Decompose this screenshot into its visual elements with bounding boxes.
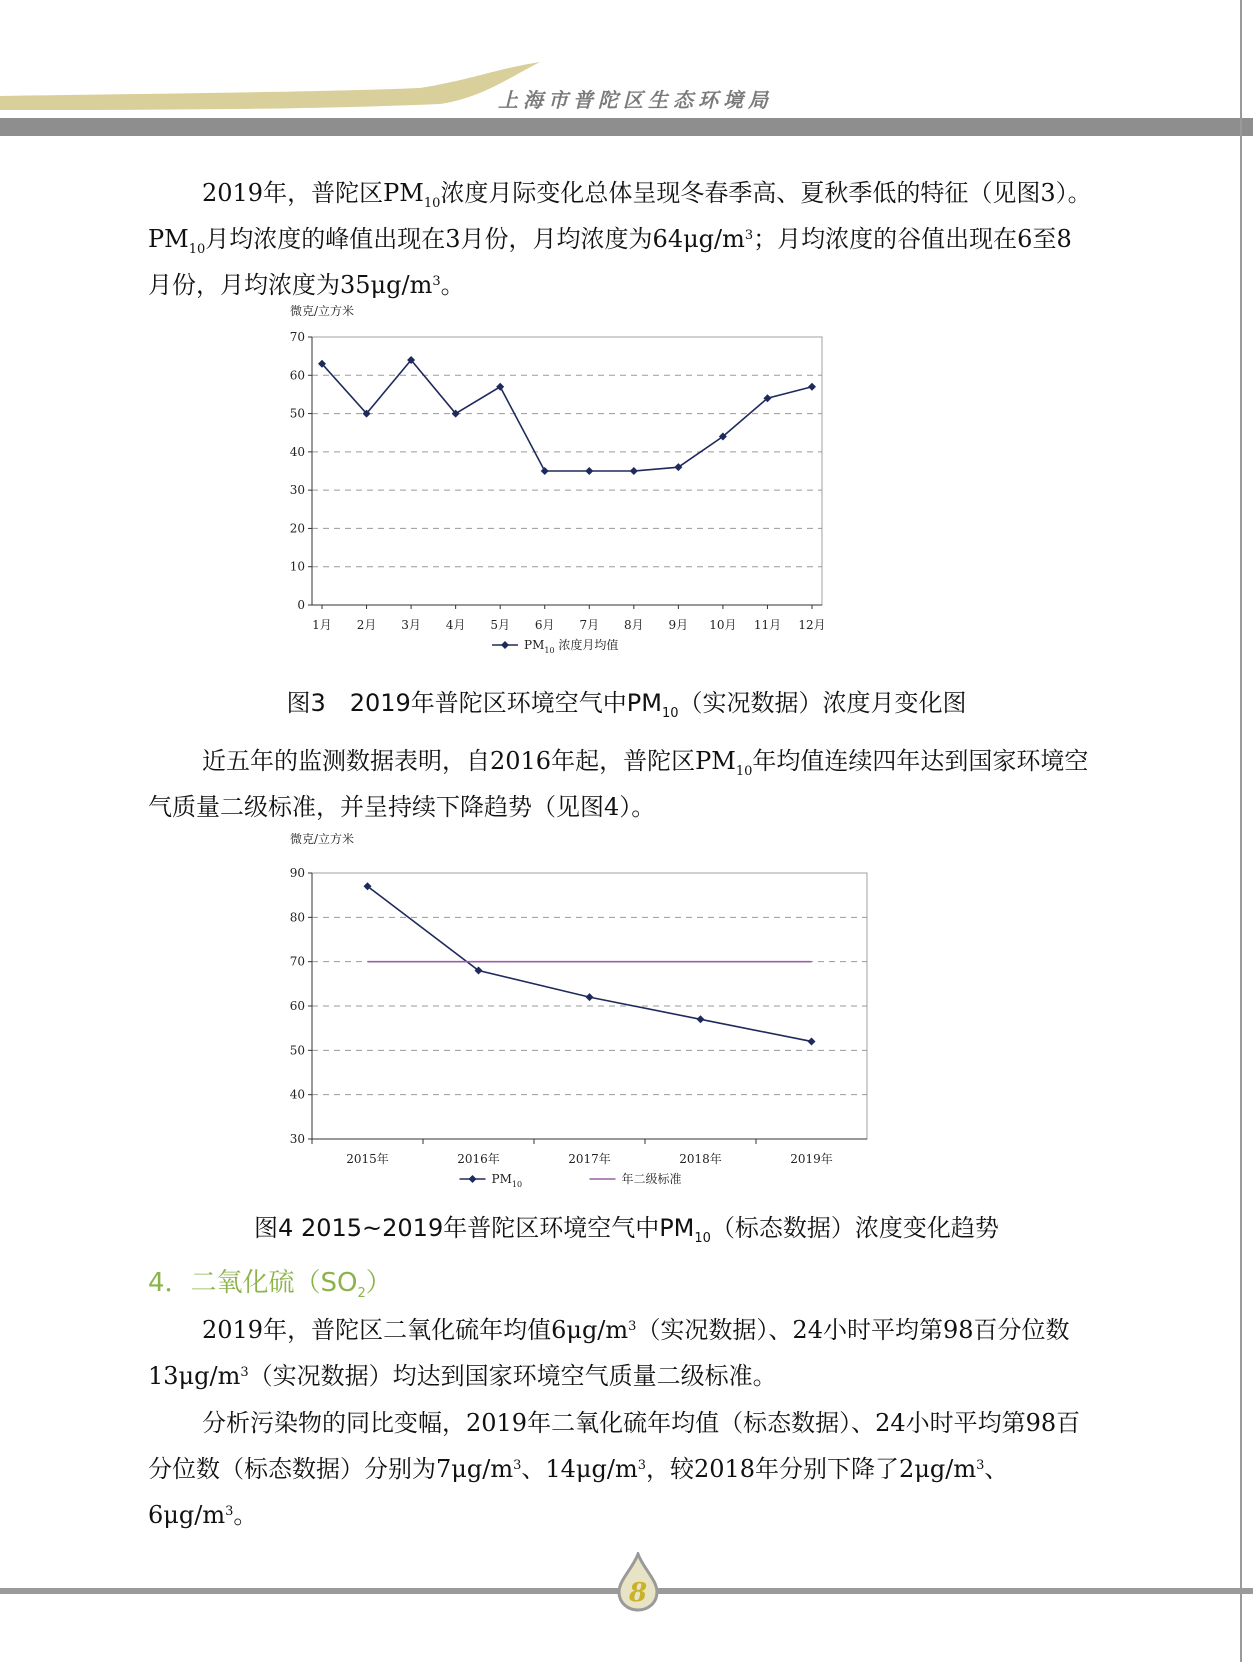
data-point: [697, 1015, 705, 1023]
paragraph-pm10-monthly: 2019年，普陀区$PM_{10}$浓度月际变化总体呈现冬春季高、夏秋季低的特征（见图3）。$PM_{10}$月均浓度的峰值出现在3月份，月均浓度为$64\mu g/m^3$；月均浓度的谷值出现在6至8月份，月均浓度为$35\mu g/m^3$。: [148, 179, 1092, 299]
paragraph-so2-annual: 2019年，普陀区二氧化硫年均值$6\mu g/m^3$（实况数据）、24小时平均第98百分位数$13\mu g/m^3$（实况数据）均达到国家环境空气质量二级标准。: [148, 1316, 1070, 1390]
x-tick-label: 4月: [445, 618, 466, 632]
data-point: [586, 993, 594, 1001]
y-tick-label: 60: [289, 999, 305, 1013]
x-tick-label: 1月: [312, 618, 332, 632]
x-tick-label: 12月: [798, 618, 826, 632]
header-swoosh-decoration: [0, 50, 560, 120]
x-tick-label: 3月: [401, 618, 421, 632]
y-tick-label: 30: [289, 483, 305, 498]
y-tick-label: 50: [289, 1043, 305, 1058]
section-heading-so2: 4．二氧化硫$(SO_2)$: [148, 1268, 392, 1301]
legend-marker: [469, 1175, 477, 1183]
y-tick-label: 70: [289, 330, 305, 344]
figure-4-chart: [280, 833, 900, 1203]
figure-3-caption: 图3 2019年普陀区环境空气中$PM_{10}$（实况数据）浓度月变化图: [286, 689, 967, 721]
figure-4-caption: 图4 2015~2019年普陀区环境空气中$PM_{10}$（标态数据）浓度变化趋势: [254, 1214, 999, 1246]
data-point: [808, 383, 816, 391]
y-tick-label: 40: [289, 444, 305, 459]
data-point: [585, 467, 593, 475]
data-point: [541, 467, 549, 475]
x-tick-label: 7月: [579, 618, 600, 632]
x-tick-label: 10月: [709, 618, 737, 632]
x-tick-label: 2019年: [790, 1152, 833, 1166]
x-tick-label: 11月: [753, 618, 782, 632]
y-axis-unit-label: 微克/立方米: [290, 305, 355, 318]
x-tick-label: 2016年: [457, 1152, 500, 1166]
page-number-badge: [615, 1552, 661, 1612]
y-axis-unit-label: 微克/立方米: [290, 833, 355, 846]
paragraph-so2-change: 分析污染物的同比变幅，2019年二氧化硫年均值（标态数据）、24小时平均第98百分位数（标态数据）分别为$7\mu g/m^3$、$14\mu g/m^3$，较2018年分别下降了$2\mu g/m^3$、$6\mu g/m^3$。: [148, 1409, 1081, 1529]
y-tick-label: 30: [289, 1132, 305, 1146]
y-tick-label: 60: [289, 368, 305, 383]
x-tick-label: 9月: [668, 618, 689, 632]
paragraph-pm10-trend: 近五年的监测数据表明，自2016年起，普陀区$PM_{10}$年均值连续四年达到国家环境空气质量二级标准，并呈持续下降趋势（见图4）。: [148, 747, 1089, 821]
data-point: [808, 1037, 816, 1045]
series-line: [322, 360, 812, 471]
header-bar: [0, 118, 1253, 136]
legend-label: 年二级标准: [621, 1172, 682, 1186]
legend-label: $PM_{10}$: [491, 1172, 523, 1189]
y-tick-label: 10: [289, 559, 305, 574]
page-number: 8: [628, 1578, 648, 1608]
x-tick-label: 2018年: [679, 1152, 722, 1166]
y-tick-label: 90: [289, 866, 305, 880]
figure-3-chart: [280, 305, 900, 665]
legend-label: $PM_{10}$ 浓度月均值: [524, 638, 619, 655]
x-tick-label: 2015年: [346, 1152, 389, 1166]
x-tick-label: 5月: [490, 618, 511, 632]
y-tick-label: 20: [289, 521, 305, 536]
x-tick-label: 6月: [534, 618, 555, 632]
data-point: [630, 467, 638, 475]
x-tick-label: 2月: [356, 618, 377, 632]
page-edge-rule: [1240, 0, 1242, 1662]
y-tick-label: 70: [289, 954, 305, 969]
y-tick-label: 0: [297, 598, 305, 612]
header-title: 上海市普陀区生态环境局: [498, 88, 773, 112]
series-line: [368, 886, 812, 1041]
x-tick-label: 2017年: [568, 1152, 611, 1166]
y-tick-label: 50: [289, 406, 305, 421]
legend-marker: [501, 641, 509, 649]
x-tick-label: 8月: [623, 618, 644, 632]
y-tick-label: 40: [289, 1087, 305, 1102]
data-point: [496, 383, 504, 391]
y-tick-label: 80: [289, 910, 305, 925]
